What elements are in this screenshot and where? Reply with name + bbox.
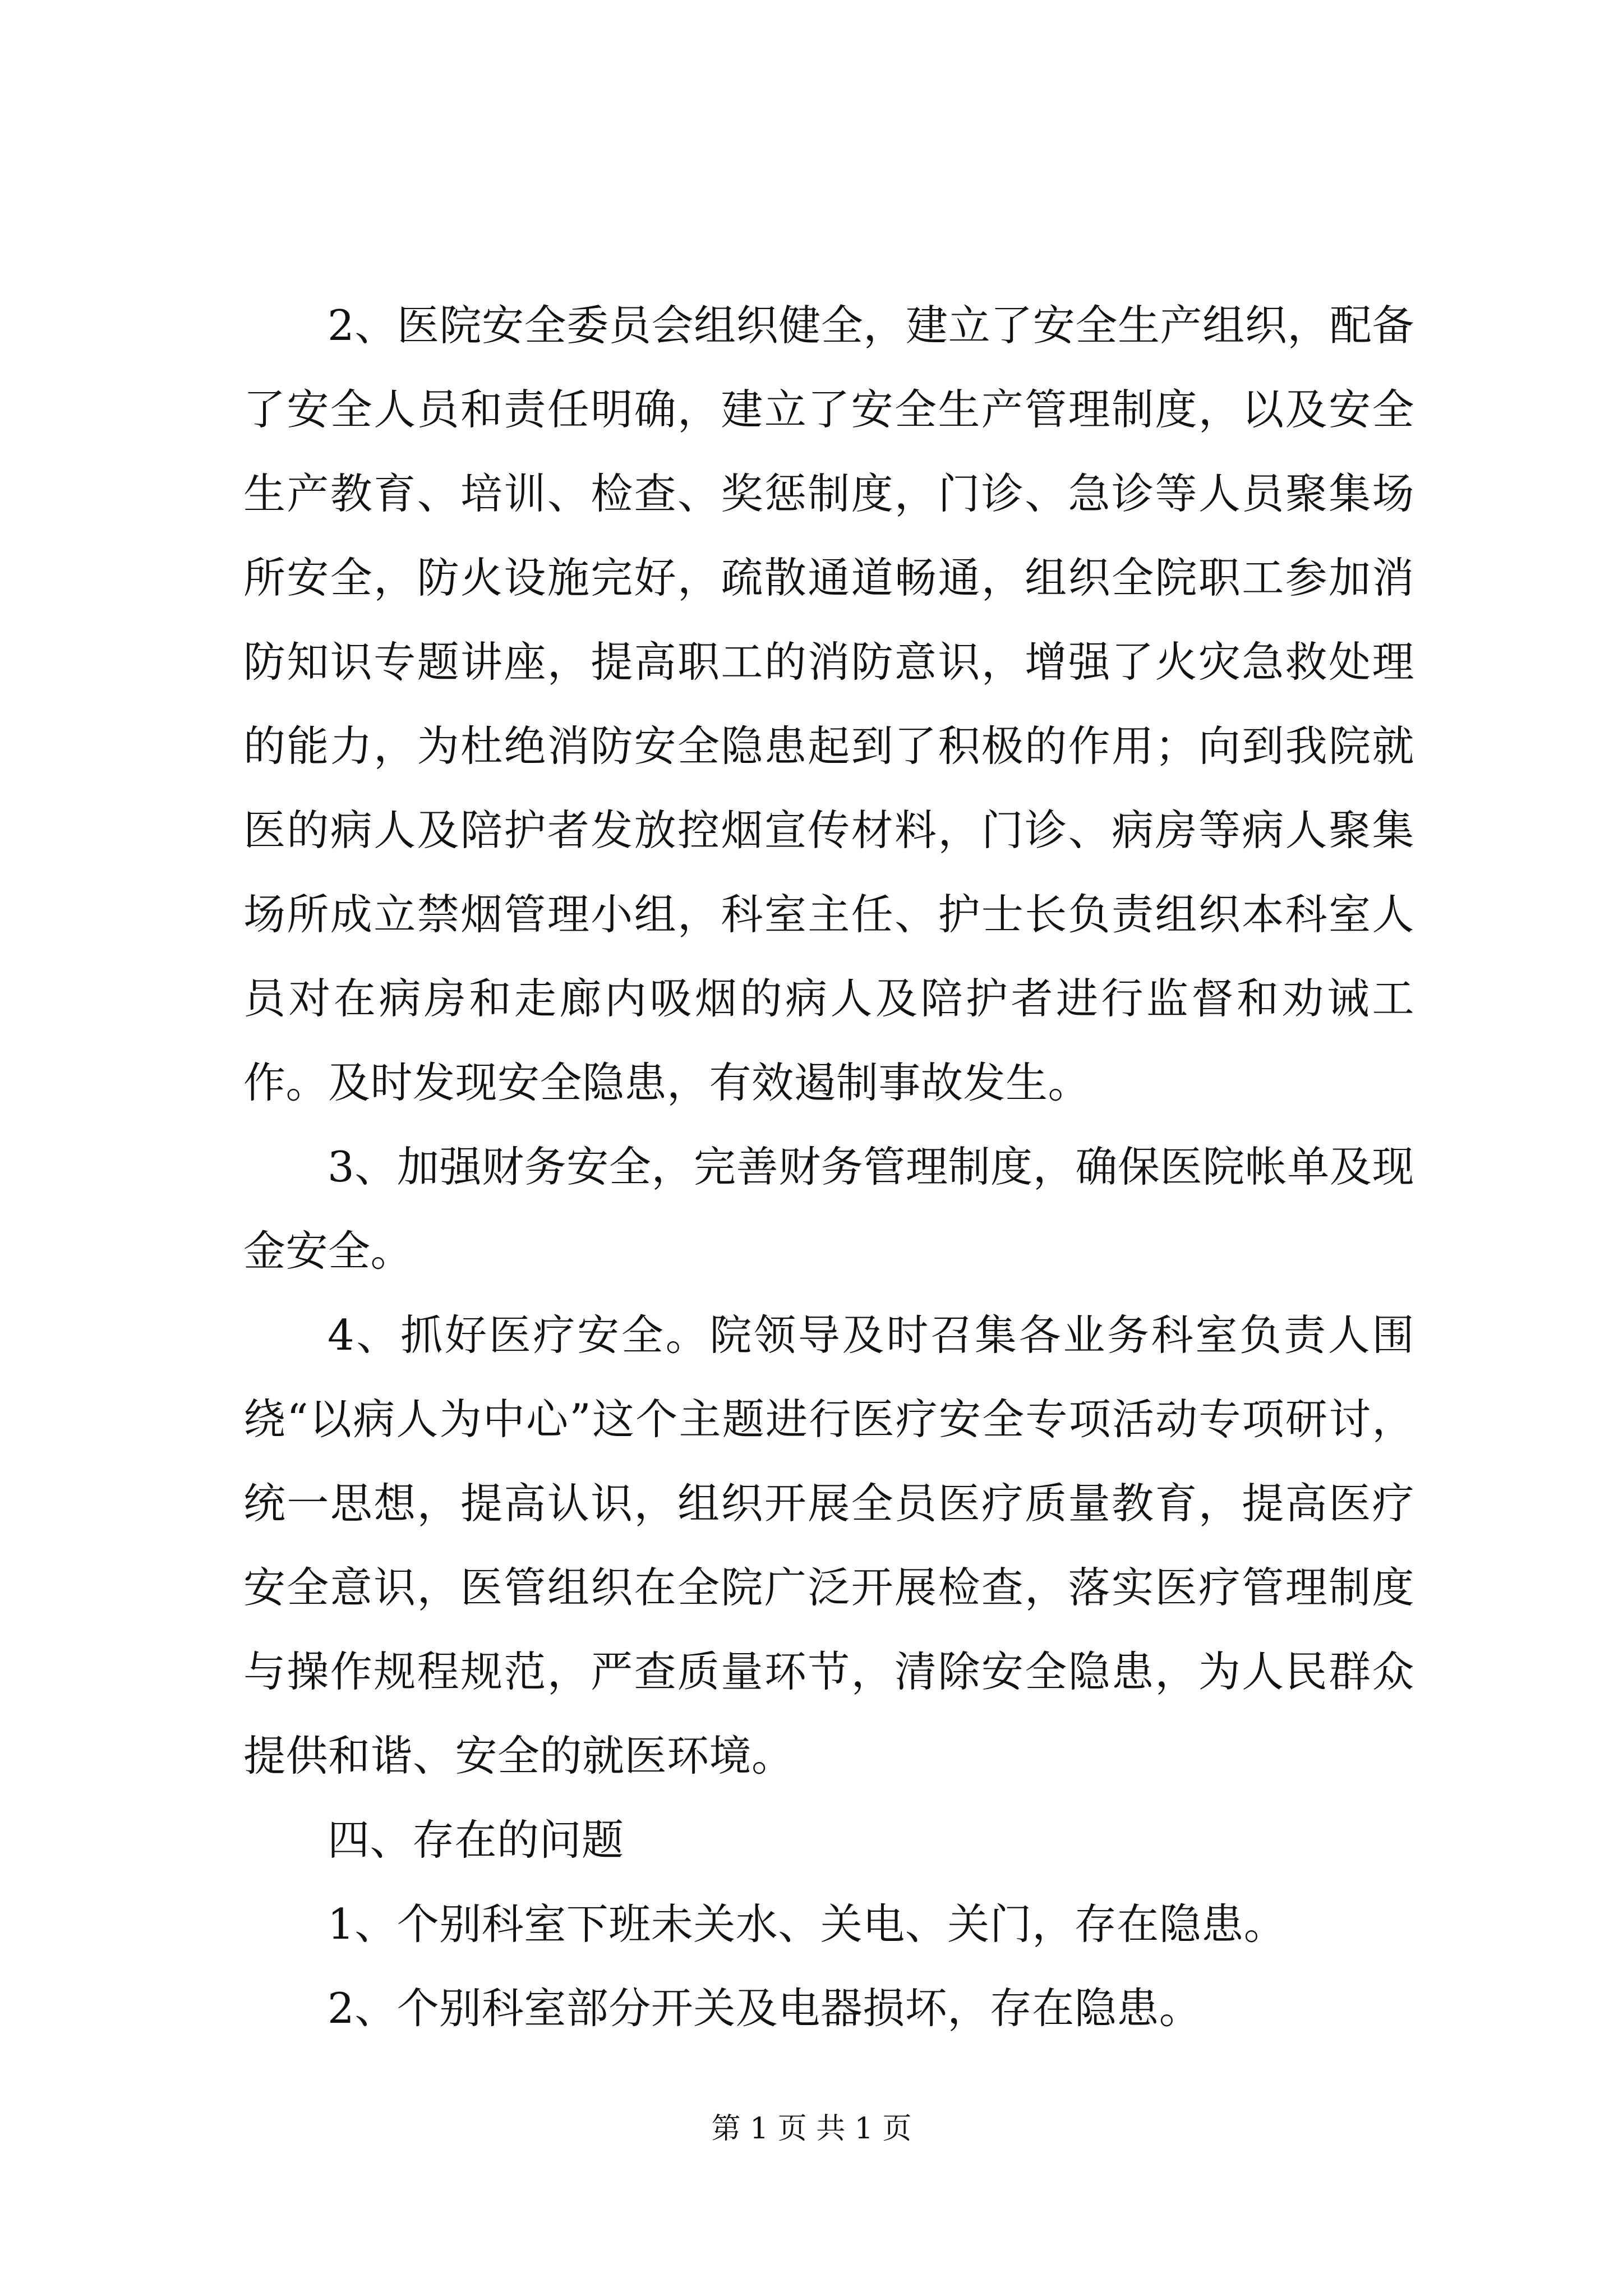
paragraph-financial-safety: 3、加强财务安全，完善财务管理制度，确保医院帐单及现金安全。 bbox=[243, 1142, 1414, 1276]
paragraph-medical-safety: 4、抓好医疗安全。院领导及时召集各业务科室负责人围绕“以病人为中心”这个主题进行医疗安全专项活动专项研讨，统一思想，提高认识，组织开展全员医疗质量教育，提高医疗安全意识，医管组织在全院广泛开展检查，落实医疗管理制度与操作规程规范，严查质量环节，清除安全隐患，为人民群众提供和谐、安全的就医环境。 bbox=[243, 1310, 1414, 1780]
paragraph-safety-committee: 2、医院安全委员会组织健全，建立了安全生产组织，配备了安全人员和责任明确，建立了安全生产管理制度，以及安全生产教育、培训、检查、奖惩制度，门诊、急诊等人员聚集场所安全，防火设施完好，疏散通道畅通，组织全院职工参加消防知识专题讲座，提高职工的消防意识，增强了火灾急救处理的能力，为杜绝消防安全隐患起到了积极的作用；向到我院就医的病人及陪护者发放控烟宣传材料，门诊、病房等病人聚集场所成立禁烟管理小组，科室主任、护士长负责组织本科室人员对在病房和走廊内吸烟的病人及陪护者进行监督和劝诫工作。及时发现安全隐患，有效遏制事故发生。 bbox=[243, 301, 1414, 1107]
section-heading-problems: 四、存在的问题 bbox=[328, 1815, 624, 1865]
paragraph-problem-2: 2、个别科室部分开关及电器损坏，存在隐患。 bbox=[328, 1984, 1202, 2033]
page-number-footer: 第 1 页 共 1 页 bbox=[711, 2112, 912, 2146]
paragraph-problem-1: 1、个别科室下班未关水、关电、关门，存在隐患。 bbox=[328, 1899, 1287, 1949]
document-body bbox=[243, 283, 1414, 2050]
